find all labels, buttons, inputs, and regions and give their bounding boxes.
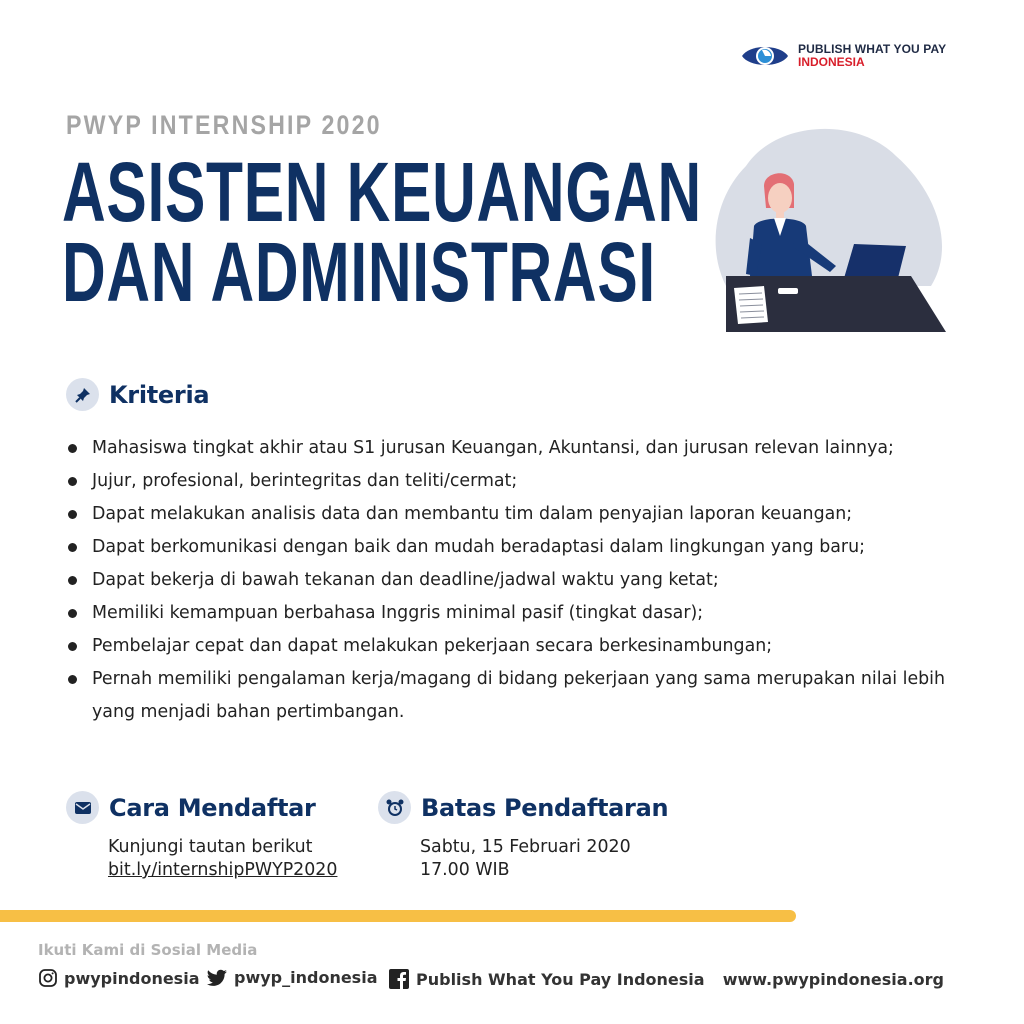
website-link[interactable]: www.pwypindonesia.org — [722, 970, 944, 989]
facebook-icon — [388, 968, 410, 990]
office-worker-illustration — [706, 126, 952, 338]
mail-icon — [66, 791, 99, 824]
criteria-header — [66, 378, 209, 411]
criteria-list — [64, 432, 964, 729]
criteria-title: Kriteria — [109, 380, 210, 409]
list-item: Dapat berkomunikasi dengan baik dan mudah beradaptasi dalam lingkungan yang baru; — [64, 531, 964, 564]
deadline-time: 17.00 WIB — [420, 860, 510, 880]
deadline-date: Sabtu, 15 Februari 2020 — [420, 837, 631, 857]
page-title-line1: ASISTEN KEUANGAN — [62, 145, 702, 239]
twitter-handle[interactable] — [206, 968, 377, 987]
logo-text-line1: PUBLISH WHAT YOU PAY — [798, 42, 947, 56]
page-title-line2: DAN ADMINISTRASI — [62, 225, 656, 319]
registration-body — [108, 836, 337, 882]
list-item: Dapat melakukan analisis data dan membantu tim dalam penyajian laporan keuangan; — [64, 498, 964, 531]
list-item: Memiliki kemampuan berbahasa Inggris minimal pasif (tingkat dasar); — [64, 597, 964, 630]
deadline-header — [378, 791, 668, 824]
follow-label: Ikuti Kami di Sosial Media — [38, 941, 258, 959]
alarm-clock-icon — [378, 791, 411, 824]
registration-title: Cara Mendaftar — [109, 793, 316, 822]
list-item: Jujur, profesional, berintegritas dan teliti/cermat; — [64, 465, 964, 498]
list-item: Pernah memiliki pengalaman kerja/magang di bidang pekerjaan yang sama merupakan nilai lebih yang menjadi bahan pertimbangan. — [64, 663, 964, 729]
eye-logo-icon — [740, 42, 790, 70]
instagram-label: pwypindonesia — [64, 968, 200, 988]
accent-divider — [0, 910, 796, 922]
registration-header — [66, 791, 316, 824]
list-item: Dapat bekerja di bawah tekanan dan deadline/jadwal waktu yang ketat; — [64, 564, 964, 597]
registration-link[interactable]: bit.ly/internshipPWYP2020 — [108, 860, 338, 880]
list-item: Mahasiswa tingkat akhir atau S1 jurusan Keuangan, Akuntansi, dan jurusan relevan lainnya; — [64, 432, 964, 465]
instagram-icon — [38, 968, 58, 988]
logo-text-line2: INDONESIA — [798, 55, 865, 69]
twitter-icon — [206, 969, 228, 987]
registration-text: Kunjungi tautan berikut — [108, 837, 313, 857]
facebook-page[interactable] — [388, 968, 705, 990]
deadline-body — [420, 836, 631, 882]
brand-logo — [740, 38, 970, 74]
facebook-label: Publish What You Pay Indonesia — [416, 969, 705, 989]
list-item: Pembelajar cepat dan dapat melakukan pekerjaan secara berkesinambungan; — [64, 630, 964, 663]
page-title — [62, 145, 702, 319]
pin-icon — [66, 378, 99, 411]
instagram-handle[interactable] — [38, 968, 199, 988]
deadline-title: Batas Pendaftaran — [421, 793, 669, 822]
eyebrow-title: PWYP INTERNSHIP 2020 — [66, 110, 382, 140]
twitter-label: pwyp_indonesia — [234, 968, 378, 987]
